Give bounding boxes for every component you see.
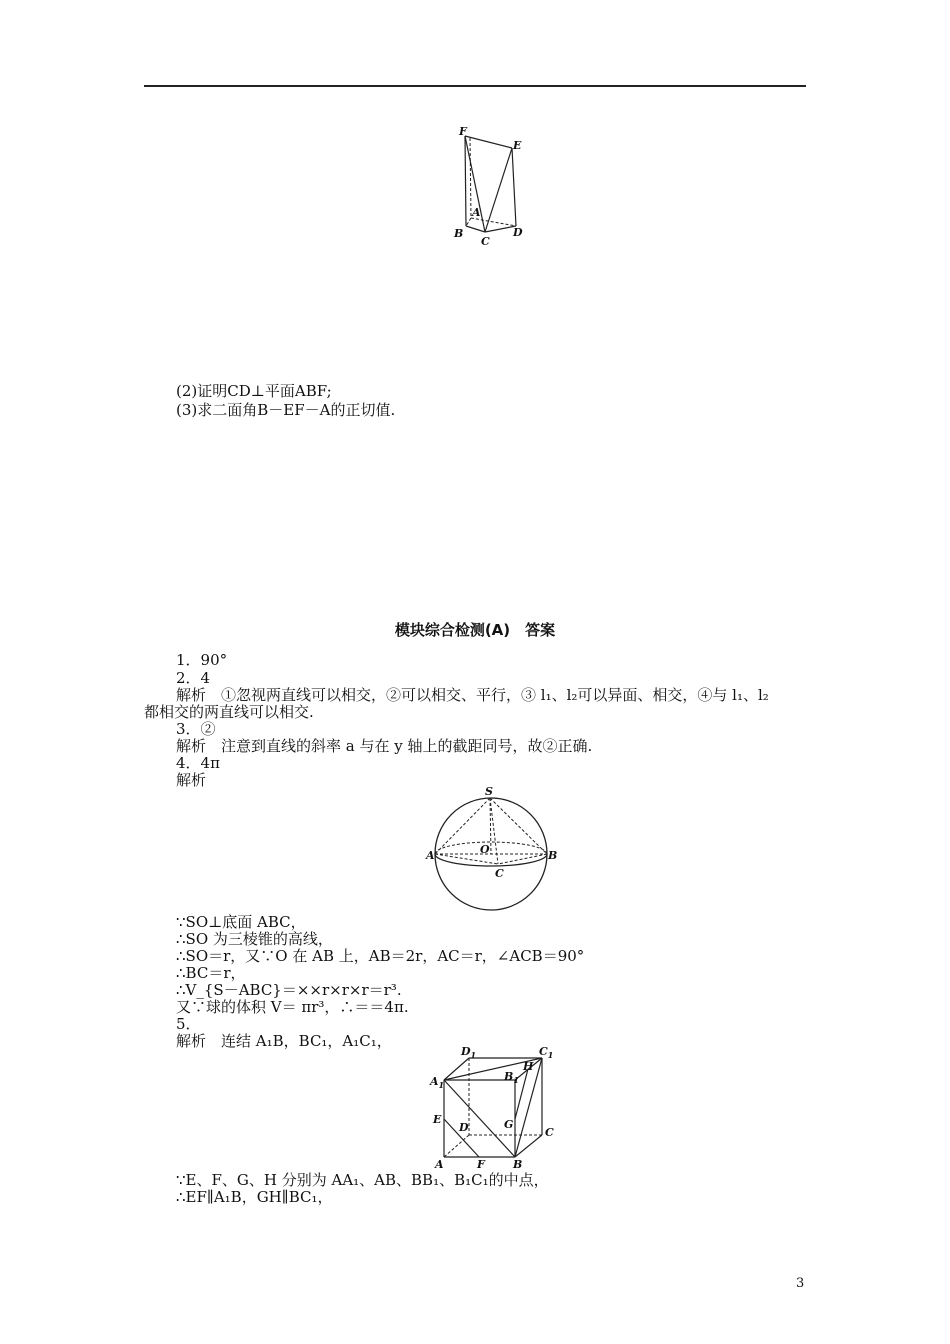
answer-4-line-2: ∴SO 为三棱锥的高线，	[176, 930, 333, 948]
answer-5-line-1: ∵E、F、G、H 分别为 AA₁、AB、BB₁、B₁C₁的中点，	[176, 1171, 549, 1189]
answer-4: 4．4π	[176, 754, 220, 772]
label-A: A	[435, 1158, 444, 1171]
label-H: H	[523, 1060, 534, 1073]
label-F: F	[459, 125, 467, 138]
answer-4-line-1: ∵SO⊥底面 ABC，	[176, 913, 306, 931]
label-C1: $C_1$	[539, 1045, 554, 1060]
label-D1: $D_1$	[461, 1045, 477, 1060]
answer-4-line-4: ∴BC＝r，	[176, 964, 246, 982]
answer-3: 3．②	[176, 720, 216, 738]
answer-5-line-2: ∴EF∥A₁B，GH∥BC₁，	[176, 1188, 333, 1206]
answer-4-line-6: 又∵球的体积 V＝ πr³，∴＝＝4π.	[176, 998, 409, 1016]
label-A: A	[472, 206, 481, 219]
answer-2: 2．4	[176, 669, 211, 687]
label-C: C	[495, 867, 504, 880]
answer-4-line-3: ∴SO＝r，又∵O 在 AB 上，AB＝2r，AC＝r，∠ACB＝90°	[176, 947, 585, 965]
answer-2-analysis-2: 都相交的两直线可以相交.	[144, 703, 314, 721]
page-number: 3	[796, 1276, 805, 1291]
label-S: S	[485, 785, 493, 798]
answer-5: 5．	[176, 1015, 201, 1033]
sphere-figure	[424, 783, 564, 913]
label-G: G	[504, 1118, 514, 1131]
label-E: E	[513, 139, 522, 152]
label-B: B	[454, 227, 464, 240]
answer-4-line-5: ∴V_{S－ABC}＝××r×r×r＝r³.	[176, 981, 402, 999]
label-A1: $A_1$	[430, 1075, 445, 1090]
answer-4-analysis-label: 解析	[176, 771, 207, 789]
answer-1: 1．90°	[176, 651, 228, 669]
label-O: O	[480, 843, 490, 856]
answer-3-analysis: 解析 注意到直线的斜率 a 与在 y 轴上的截距同号，故②正确.	[176, 737, 593, 755]
answer-5-analysis: 解析 连结 A₁B，BC₁，A₁C₁，	[176, 1032, 392, 1050]
cube-figure	[427, 1044, 562, 1174]
label-B: B	[548, 849, 558, 862]
answer-2-analysis-1: 解析 ①忽视两直线可以相交，②可以相交、平行，③ l₁、l₂可以异面、相交，④与 l₁、l₂	[176, 686, 769, 704]
solid-figure	[444, 122, 534, 252]
label-B1: $B_1$	[504, 1070, 519, 1085]
label-B: B	[513, 1158, 523, 1171]
problem-part-3: (3)求二面角B－EF－A的正切值.	[176, 401, 396, 419]
label-A: A	[426, 849, 435, 862]
label-C: C	[481, 235, 490, 248]
label-F: F	[477, 1158, 485, 1171]
label-D: D	[459, 1121, 469, 1134]
problem-part-2: (2)证明CD⊥平面ABF;	[176, 382, 332, 400]
label-C: C	[545, 1126, 554, 1139]
label-D: D	[513, 226, 523, 239]
label-E: E	[433, 1113, 442, 1126]
header-rule	[144, 85, 806, 87]
answers-heading: 模块综合检测(A) 答案	[394, 621, 556, 639]
